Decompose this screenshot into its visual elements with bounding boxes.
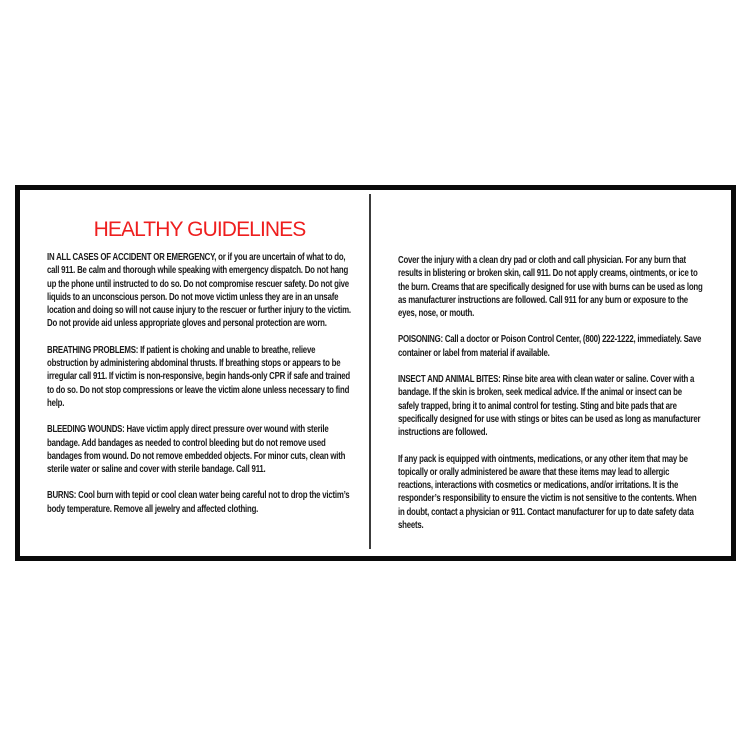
right-column-text [398,254,703,532]
right-column [371,190,731,556]
paragraph-poisoning: POISONING: Call a doctor or Poison Control Center, (800) 222-1222, immediately. Save container or label from material if available. [398,333,702,359]
page-title: HEALTHY GUIDELINES [93,218,306,241]
paragraph-burn-care: Cover the injury with a clean dry pad or cloth and call physician. For any burn that results in blistering or broken skin, call 911. Do not apply creams, ointments, or ice to the burn. Creams that are specifically designed for use with burns can be used as long as manufacturer instructions are followed. Call 911 for any burn or exposure to the eyes, nose, or mouth. [398,254,703,320]
left-column [20,190,369,556]
paragraph-accident-emergency: IN ALL CASES OF ACCIDENT OR EMERGENCY, or if you are uncertain of what to do, call 911. Be calm and thorough while speaking with emergency dispatch. Do not hang up the phone until instructed to do so. Do not compromise rescuer safety. Do not give liquids to an unconscious person. Do not move victim unless they are in an unsafe location and doing so will not cause injury to the rescuer or further injury to the victim. Do not provide aid unless appropriate gloves and personal protection are worn. [47,251,351,330]
paragraph-breathing-problems: BREATHING PROBLEMS: If patient is choking and unable to breathe, relieve obstruction by administering abdominal thrusts. If breathing stops or appears to be irregular call 911. If victim is non-responsive, begin hands-only CPR if safe and trained to do so. Do not stop compressions or leave the victim alone unless necessary to find help. [47,343,351,409]
paragraph-burns: BURNS: Cool burn with tepid or cool clean water being careful not to drop the victim’s body temperature. Remove all jewelry and affected clothing. [47,489,350,515]
guidelines-card [15,185,736,561]
paragraph-insect-animal-bites: INSECT AND ANIMAL BITES: Rinse bite area with clean water or saline. Cover with a bandage. If the skin is broken, seek medical advice. If the animal or insect can be safely trapped, bring it to animal control for testing. Sting and bite pads that are specifically designed for use with stings or bites can be used as long as manufacturer instructions are followed. [398,373,701,439]
paragraph-pack-contents-disclaimer: If any pack is equipped with ointments, medications, or any other item that may be topically or orally administered be aware that these items may lead to allergic reactions, interactions with cosmetics or medications, and/or irritations. It is the responder’s responsibility to ensure the victim is not sensitive to the contents. When in doubt, contact a physician or 911. Contact manufacturer for up to date safety data sheets. [398,452,697,532]
left-column-text [47,251,352,516]
paragraph-bleeding-wounds: BLEEDING WOUNDS: Have victim apply direct pressure over wound with sterile bandage. Add bandages as needed to control bleeding but do not remove used bandages from wound. Do not remove embedded objects. For minor cuts, clean with sterile water or saline and cover with sterile bandage. Call 911. [47,423,346,476]
